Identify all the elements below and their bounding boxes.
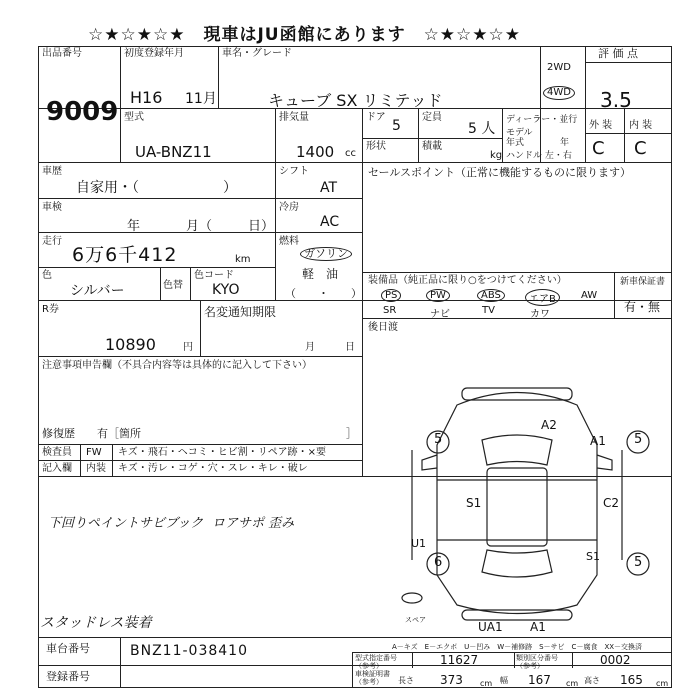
- height-value: 165: [620, 673, 643, 687]
- tire-depth-front-right: 5: [634, 432, 643, 447]
- color-label: 色: [42, 270, 52, 281]
- month-value: 11月: [185, 91, 217, 107]
- rating-value: 3.5: [600, 88, 632, 112]
- aircon-label: 冷房: [279, 202, 299, 213]
- r-price-value: 10890: [105, 335, 156, 354]
- capacity-label: 定員: [422, 112, 442, 123]
- length-unit: cm: [480, 679, 493, 688]
- yen-unit: 円: [183, 342, 193, 353]
- equip-sr: SR: [383, 305, 397, 316]
- inspection-year: 年: [127, 219, 141, 234]
- model-label: 型式: [124, 112, 144, 123]
- owner-change-day: 日: [345, 342, 355, 353]
- notes-label: 注意事項申告欄（不具合内容等は具体的に記入して下さい）: [42, 360, 312, 371]
- capacity-value: 5 人: [468, 121, 496, 137]
- fuel-label: 燃料: [279, 236, 299, 247]
- equip-airbag: エアB: [525, 289, 560, 306]
- shape-label: 形状: [366, 141, 386, 152]
- class-no-label: 類別区分番号 （参考）: [516, 654, 558, 670]
- mark-c2-right: C2: [603, 496, 620, 510]
- mileage-label: 走行: [42, 236, 62, 247]
- cert-label: 車検証明書 （参考）: [355, 670, 390, 686]
- left-mirror: [422, 455, 437, 470]
- loading-label: 積載: [422, 141, 442, 152]
- shift-value: AT: [320, 180, 338, 196]
- equipment-label: 装備品（純正品に限り○をつけてください）: [368, 275, 567, 286]
- mark-a1-rear: A1: [530, 620, 546, 634]
- kg-unit: kg: [490, 150, 503, 161]
- model-value: UA-BNZ11: [135, 143, 212, 161]
- dealer-label: ディーラー・並行: [506, 115, 578, 125]
- cc-unit: cc: [345, 148, 356, 159]
- inspection-label: 車検: [42, 202, 62, 213]
- model-year-label: モデル 年式 年: [506, 128, 570, 148]
- history-label: 車歴: [42, 166, 62, 177]
- era-value: H16: [130, 88, 163, 107]
- comment-underbody: 下回りペイントサビブック: [48, 516, 204, 531]
- fuel-diesel: 軽 油: [302, 267, 339, 281]
- designation-label: 型式指定番号 （参考）: [355, 654, 397, 670]
- lot-no-value: 9009: [46, 97, 119, 127]
- exterior-label: 外 装: [589, 120, 613, 131]
- fuel-value: ガソリン: [300, 247, 352, 261]
- height-unit: cm: [656, 679, 669, 688]
- owner-change-label: 名変通知期限: [204, 305, 277, 319]
- tire-depth-rear-left: 6: [434, 555, 443, 570]
- mileage-value: 6万6千412: [72, 244, 178, 266]
- warranty-value: 有・無: [624, 300, 661, 314]
- tire-depth-rear-right: 5: [634, 555, 643, 570]
- handle-label: ハンドル 左・右: [506, 151, 572, 161]
- after-equip-label: 後日渡: [368, 322, 398, 333]
- car-damage-diagram: [362, 360, 672, 630]
- tire-depth-front-left: 5: [434, 432, 443, 447]
- interior-value: C: [634, 138, 647, 159]
- exterior-checks: キズ・飛石・ヘコミ・ヒビ割・リペア跡・×要: [118, 447, 326, 458]
- inspector-label: 検査員: [42, 447, 72, 458]
- rear-window: [482, 550, 552, 577]
- equip-abs: ABS: [477, 289, 505, 302]
- color-value: シルバー: [70, 283, 125, 299]
- notes-field-label: 記入欄: [42, 463, 72, 474]
- repair-label: 修復歴 有［箇所: [42, 427, 141, 440]
- sales-point-label: セールスポイント（正常に機能するものに限ります）: [368, 166, 632, 179]
- fw-label: FW: [86, 447, 102, 458]
- color-change-label: 色替: [163, 280, 183, 291]
- mark-ua1-rear: UA1: [478, 620, 503, 634]
- mark-a2-hood: A2: [541, 418, 557, 432]
- spare-tire: [402, 593, 422, 603]
- windshield: [482, 435, 552, 465]
- equip-ps: PS: [381, 289, 401, 302]
- km-unit: km: [235, 254, 251, 265]
- equip-pw: PW: [426, 289, 450, 302]
- width-label: 幅: [500, 676, 508, 685]
- car-outline: [437, 393, 597, 614]
- first-reg-label: 初度登録年月: [124, 48, 184, 59]
- rating-label: 評 価 点: [598, 47, 638, 60]
- equip-navi: ナビ: [430, 309, 450, 320]
- right-mirror: [597, 455, 612, 470]
- inspection-day: 日）: [248, 219, 275, 234]
- equip-tv: TV: [482, 305, 495, 316]
- doors-label: ドア: [366, 112, 386, 123]
- shift-label: シフト: [279, 166, 309, 177]
- fuel-other: （ ・ ）: [285, 287, 362, 300]
- warranty-label: 新車保証書: [620, 277, 666, 287]
- mark-s1-left: S1: [466, 496, 482, 510]
- owner-change-month: 月: [305, 342, 315, 353]
- displacement-value: 1400: [296, 143, 335, 161]
- inspection-month: 月（: [186, 219, 213, 234]
- doors-value: 5: [392, 118, 401, 134]
- exterior-value: C: [592, 138, 605, 159]
- rear-bumper: [462, 610, 572, 620]
- car-name-label: 車名・グレード: [222, 48, 292, 59]
- interior-checks: キズ・汚レ・コゲ・穴・スレ・キレ・破レ: [118, 463, 308, 474]
- aircon-value: AC: [320, 214, 340, 230]
- color-code-value: KYO: [212, 282, 240, 298]
- drive-4wd: 4WD: [543, 86, 575, 100]
- comment-radiator-support: ロアサポ 歪み: [212, 516, 295, 531]
- interior-row-label: 内装: [86, 463, 106, 474]
- damage-legend: A－キズ E－エクボ U－凹み W－補修跡 S－サビ C－腐食 XX－交換済: [392, 643, 643, 651]
- displacement-label: 排気量: [279, 112, 309, 123]
- repair-end: ］: [346, 427, 357, 440]
- spare-label: スペア: [405, 616, 426, 624]
- chassis-label: 車台番号: [46, 642, 90, 655]
- lot-no-label: 出品番号: [42, 48, 82, 59]
- designation-value: 11627: [440, 653, 479, 667]
- width-value: 167: [528, 673, 551, 687]
- r-ticket-label: R券: [42, 304, 59, 315]
- reg-no-label: 登録番号: [46, 670, 90, 683]
- history-value: 自家用・（ ）: [76, 180, 237, 196]
- height-label: 高さ: [584, 676, 600, 685]
- mark-a1-front-right: A1: [590, 434, 606, 448]
- equip-aw: AW: [581, 290, 598, 301]
- chassis-value: BNZ11-038410: [130, 643, 248, 659]
- mark-u1-left: U1: [411, 537, 427, 550]
- car-name-value: キューブ SX リミテッド: [268, 91, 443, 110]
- comment-studless: スタッドレス装着: [40, 615, 152, 631]
- interior-label: 内 装: [629, 120, 653, 131]
- banner: ☆★☆★☆★ 現車はJU函館にあります ☆★☆★☆★: [88, 25, 522, 45]
- width-unit: cm: [566, 679, 579, 688]
- class-no-value: 0002: [600, 653, 631, 667]
- color-code-label: 色コード: [194, 270, 234, 281]
- mark-s1-rear: S1: [586, 550, 600, 563]
- length-value: 373: [440, 673, 463, 687]
- drive-2wd: 2WD: [547, 62, 571, 73]
- equip-leather: カワ: [530, 309, 550, 320]
- length-label: 長さ: [398, 676, 414, 685]
